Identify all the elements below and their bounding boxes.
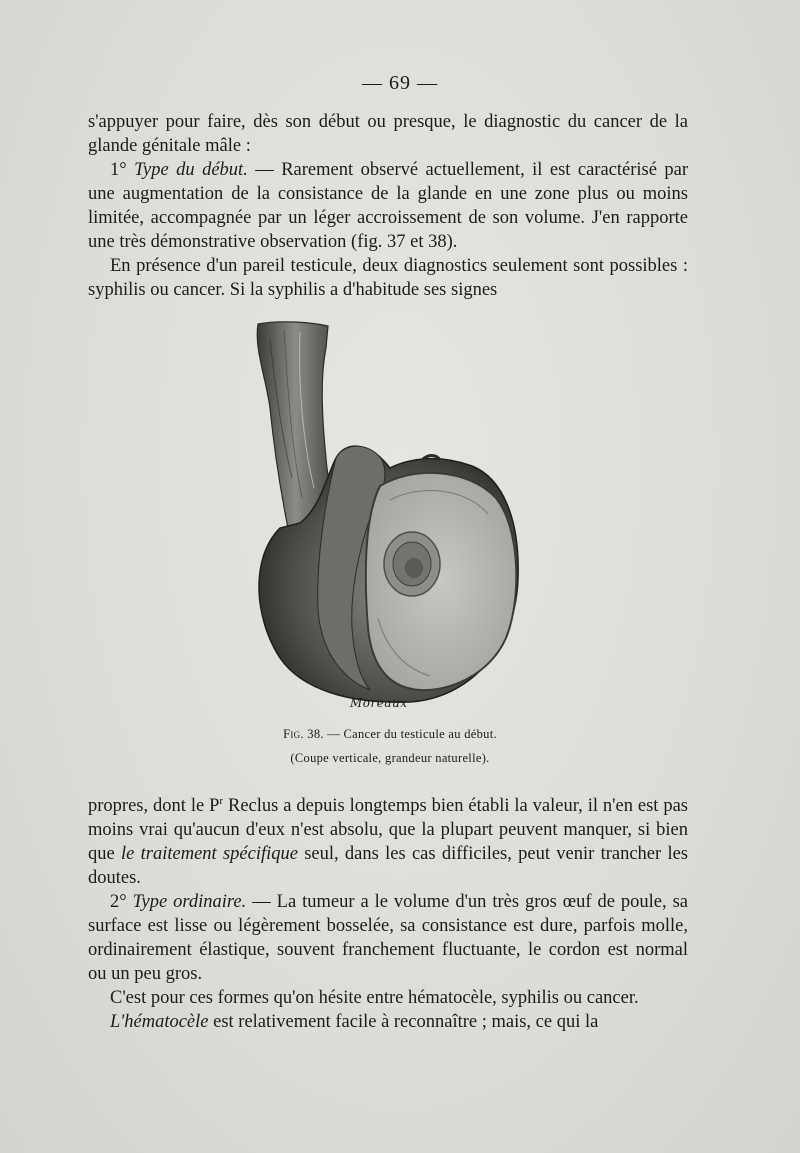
figure-caption (150, 727, 630, 742)
list-number: 2° (110, 892, 133, 912)
page-number: — 69 — (362, 72, 438, 94)
section-title-type-debut: Type du début. (134, 160, 248, 180)
figure-illustration (240, 318, 530, 718)
top-text-block (88, 110, 688, 302)
paragraph-body: — La tumeur a le volume d'un très gros œuf de poule, sa surface est lisse ou légèrement bosselée, sa consistance est dure, parfois molle, ordinairement élastique, souvent franchement fluctuante, le cordon est normal ou un peu gros. (88, 892, 688, 984)
paragraph-type-debut (88, 158, 688, 254)
paragraph-hesitation: C'est pour ces formes qu'on hésite entre hématocèle, syphilis ou cancer. (110, 988, 639, 1008)
paragraph-reclus (88, 794, 688, 890)
paragraph-presence: En présence d'un pareil testicule, deux diagnostics seulement sont possibles : syphilis ou cancer. Si la syphilis a d'habitude ses signes (88, 256, 688, 300)
italic-term: L'hématocèle (110, 1012, 209, 1032)
list-number: 1° (110, 160, 135, 180)
paragraph-body: — Rarement observé actuellement, il est caractérisé par une augmentation de la consistance de la glande en une zone plus ou moins limitée, accompagnée par un léger accroissement de son volume. J'en rapporte une très démonstrative observation (fig. 37 et 38). (88, 160, 688, 252)
paragraph-type-ordinaire (88, 890, 688, 986)
figure-subcaption: (Coupe verticale, grandeur naturelle). (290, 751, 490, 765)
paragraph-text: seul, dans les cas difficiles, peut venir trancher les doutes. (88, 844, 688, 888)
figure-caption-text: — Cancer du testicule au début. (323, 727, 497, 741)
paragraph-text: Reclus a depuis longtemps bien établi la valeur, il n'en est pas moins vrai qu'aucun d'eux n'est absolu, que la plupart peuvent manquer, si bien que (88, 796, 688, 864)
paragraph-hematocele (88, 1010, 688, 1034)
bottom-text-block (88, 794, 688, 1034)
italic-phrase: le traitement spécifique (121, 844, 298, 864)
section-title-type-ordinaire: Type ordinaire. (132, 892, 247, 912)
illustrator-signature: Moreaux (350, 696, 408, 710)
paragraph-intro: s'appuyer pour faire, dès son début ou presque, le diagnostic du cancer de la glande génitale mâle : (88, 112, 688, 156)
paragraph-text: propres, dont le P (88, 796, 220, 816)
testicle-section-illustration (240, 318, 530, 718)
paragraph-body: est relativement facile à reconnaître ; mais, ce qui la (208, 1012, 599, 1032)
figure-label: Fig. 38. (283, 727, 324, 741)
superscript-r: r (219, 794, 224, 807)
